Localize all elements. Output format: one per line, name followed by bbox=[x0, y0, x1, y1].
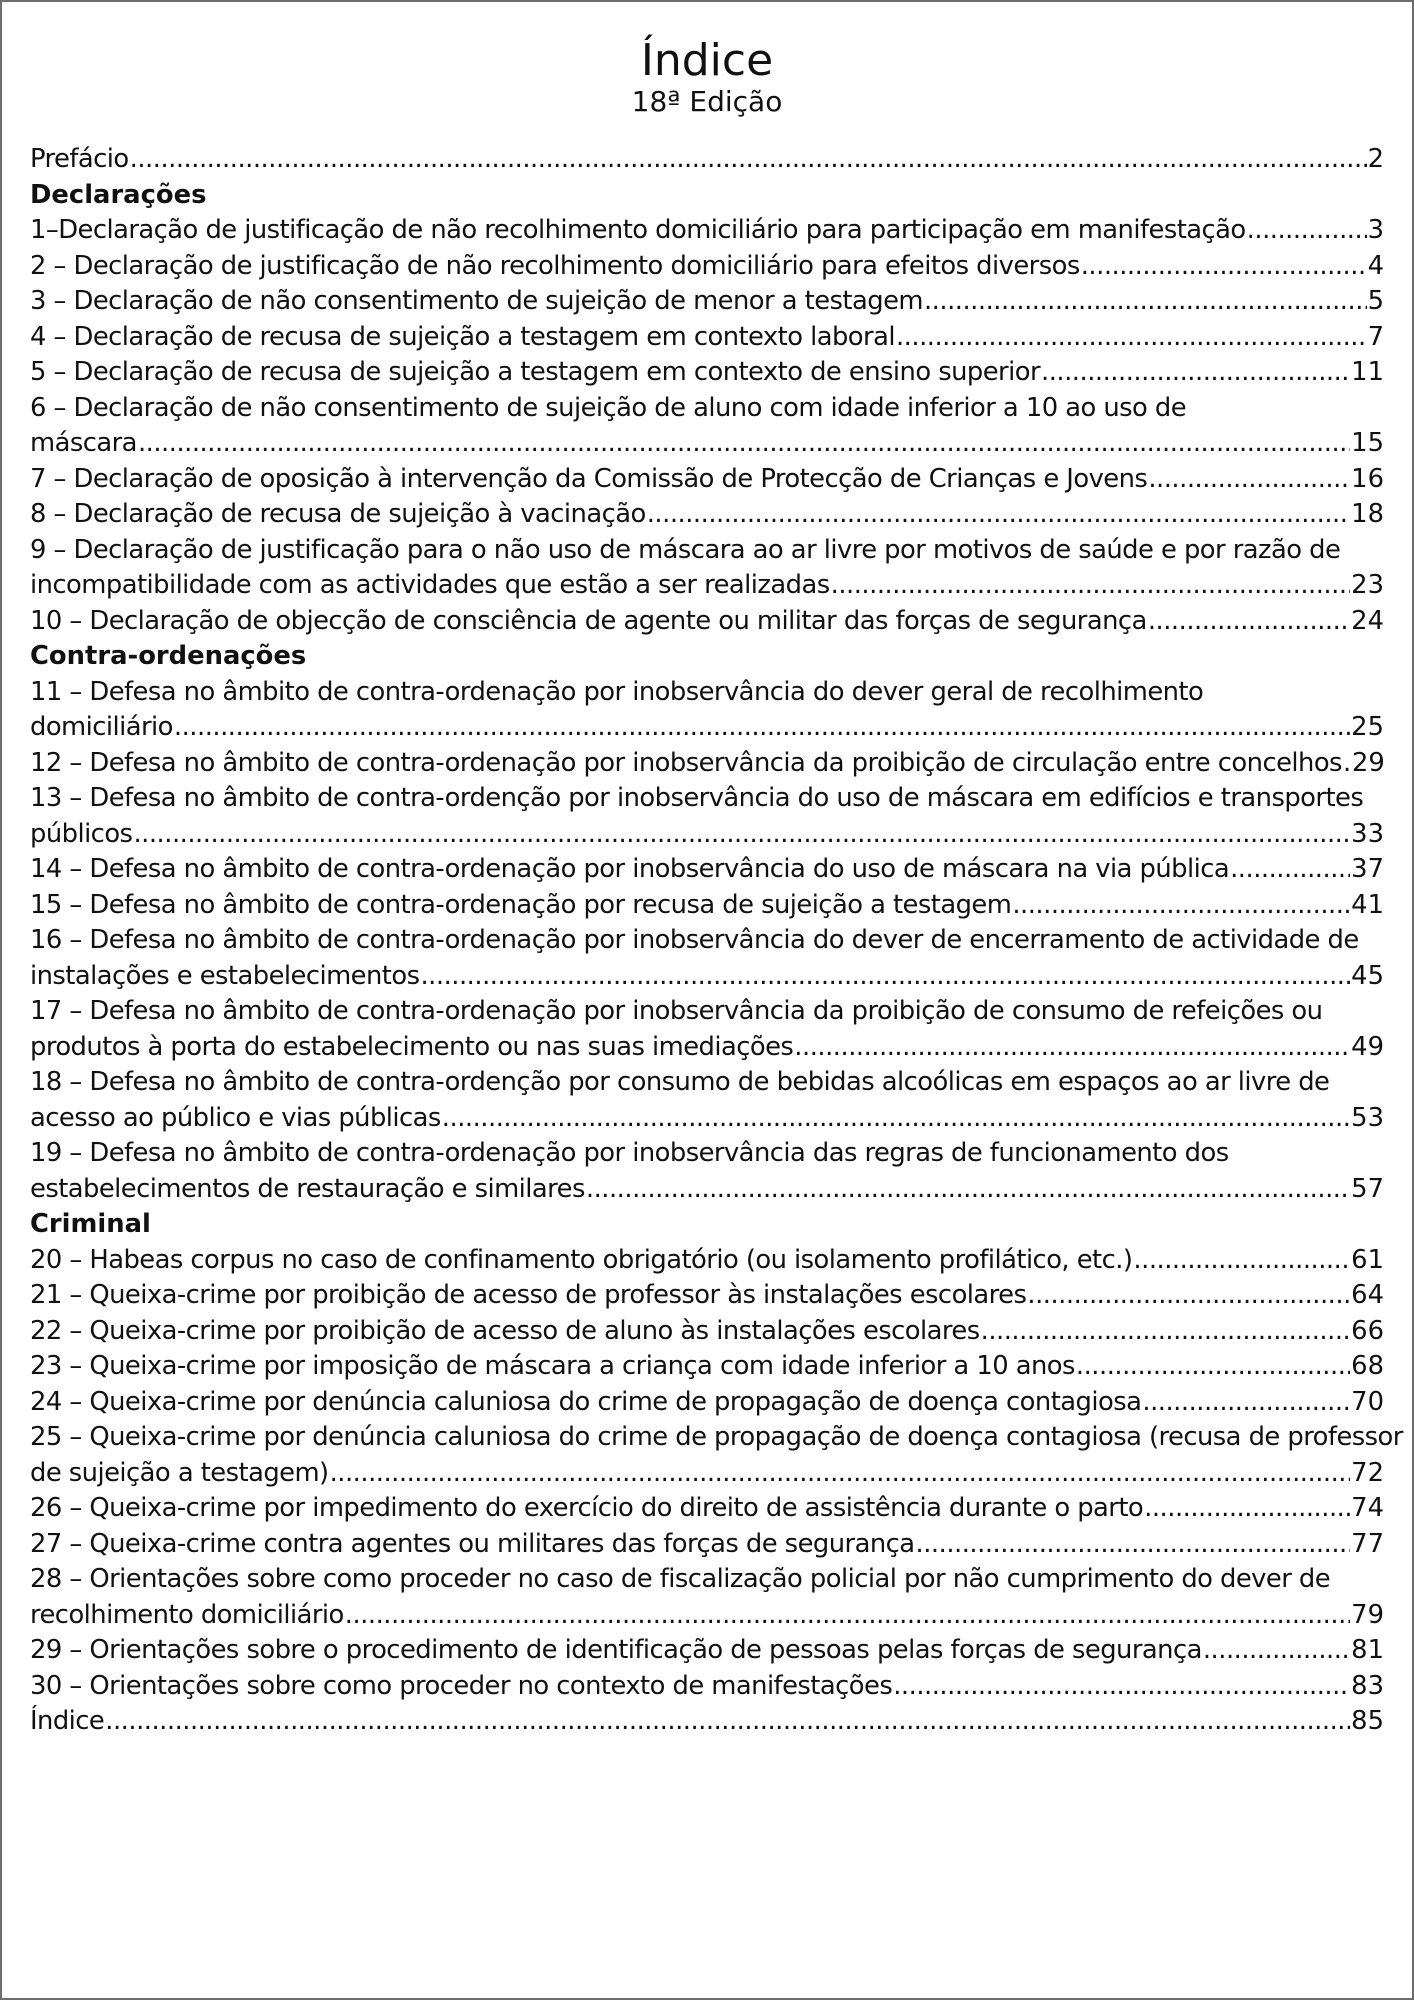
toc-page-number: 64 bbox=[1351, 1280, 1384, 1310]
toc-entry-text: incompatibilidade com as actividades que estão a ser realizadas bbox=[30, 570, 830, 600]
toc-entry[interactable] bbox=[30, 284, 1386, 320]
toc-entry[interactable] bbox=[30, 888, 1386, 924]
toc-entry[interactable] bbox=[30, 1491, 1386, 1527]
toc-entry[interactable] bbox=[30, 1065, 1386, 1136]
toc-entry[interactable] bbox=[30, 1385, 1386, 1421]
toc-entry-text: públicos bbox=[30, 818, 133, 849]
toc-entry[interactable] bbox=[30, 1243, 1386, 1279]
toc-page-number: 7 bbox=[1367, 321, 1384, 352]
dot-leader bbox=[794, 1030, 1350, 1066]
toc-entry-text-line: 9 – Declaração de justificação para o não uso de máscara ao ar livre por motivos de saúde e por razão de bbox=[30, 534, 1341, 565]
toc-entry[interactable] bbox=[30, 1633, 1386, 1669]
dot-leader bbox=[831, 568, 1351, 604]
dot-leader bbox=[330, 1456, 1351, 1492]
dot-leader bbox=[1148, 604, 1350, 640]
toc-entry-text: 8 – Declaração de recusa de sujeição à vacinação bbox=[30, 499, 646, 529]
toc-entry-text-line: 6 – Declaração de não consentimento de sujeição de aluno com idade inferior a 10 ao uso de bbox=[30, 392, 1187, 423]
dot-leader bbox=[1203, 1633, 1350, 1669]
dot-leader bbox=[586, 1172, 1350, 1208]
toc-entry-text: 2 – Declaração de justificação de não recolhimento domiciliário para efeitos diversos bbox=[30, 250, 1080, 281]
toc-entry-text: 15 – Defesa no âmbito de contra-ordenação por recusa de sujeição a testagem bbox=[30, 889, 1012, 920]
toc-entry-text-line: 19 – Defesa no âmbito de contra-ordenação por inobservância das regras de funcionamento dos bbox=[30, 1138, 1229, 1168]
toc-page-number: 66 bbox=[1351, 1315, 1384, 1346]
dot-leader bbox=[981, 1314, 1351, 1350]
toc-page-number: 2 bbox=[1367, 144, 1384, 174]
dot-leader bbox=[1012, 888, 1350, 924]
toc-entry-text: estabelecimentos de restauração e similares bbox=[30, 1173, 585, 1204]
toc-page-number: 37 bbox=[1351, 854, 1384, 884]
toc-list-criminal bbox=[30, 1243, 1403, 1705]
toc-entry[interactable] bbox=[30, 533, 1386, 604]
section-heading-criminal: Criminal bbox=[30, 1209, 151, 1239]
dot-leader bbox=[130, 142, 1367, 178]
toc-entry-preface[interactable] bbox=[30, 142, 1386, 178]
dot-leader bbox=[647, 497, 1350, 533]
dot-leader bbox=[420, 959, 1350, 995]
toc-page-number: 81 bbox=[1351, 1635, 1384, 1665]
toc-entry[interactable] bbox=[30, 249, 1386, 285]
toc-entry-text: 5 – Declaração de recusa de sujeição a testagem em contexto de ensino superior bbox=[30, 357, 1040, 387]
toc-page-number: 70 bbox=[1351, 1386, 1384, 1417]
dot-leader bbox=[1144, 1491, 1350, 1527]
toc-entry-index[interactable] bbox=[30, 1704, 1386, 1740]
dot-leader bbox=[1247, 213, 1367, 249]
toc-page-number: 24 bbox=[1351, 605, 1384, 636]
toc-page-number: 23 bbox=[1351, 570, 1384, 600]
toc-page-number: 57 bbox=[1351, 1173, 1384, 1204]
dot-leader bbox=[345, 1598, 1350, 1634]
dot-leader bbox=[924, 284, 1367, 320]
toc-page-number: 68 bbox=[1351, 1351, 1384, 1381]
dot-leader bbox=[174, 710, 1350, 746]
toc-entry-text-line: 11 – Defesa no âmbito de contra-ordenação por inobservância do dever geral de recolhimento bbox=[30, 676, 1204, 707]
toc-entry-text: 3 – Declaração de não consentimento de sujeição de menor a testagem bbox=[30, 286, 923, 316]
dot-leader bbox=[442, 1101, 1350, 1137]
toc-page-number: 61 bbox=[1351, 1244, 1384, 1275]
toc-entry-text-line: 25 – Queixa-crime por denúncia caluniosa do crime de propagação de doença contagiosa (recusa de professor bbox=[30, 1422, 1403, 1452]
dot-leader bbox=[1133, 1243, 1350, 1279]
toc-entry-text: 14 – Defesa no âmbito de contra-ordenação por inobservância do uso de máscara na via pública bbox=[30, 854, 1230, 884]
page-title: Índice bbox=[640, 35, 774, 86]
toc-entry-text: 26 – Queixa-crime por impedimento do exercício do direito de assistência durante o parto bbox=[30, 1493, 1144, 1523]
toc-entry-text-line: 16 – Defesa no âmbito de contra-ordenação por inobservância do dever de encerramento de actividade de bbox=[30, 925, 1359, 955]
toc-entry[interactable] bbox=[30, 1278, 1386, 1314]
toc-entry-text: 12 – Defesa no âmbito de contra-ordenação por inobservância da proibição de circulação entre concelhos bbox=[30, 747, 1342, 778]
toc-entry-text: máscara bbox=[30, 428, 137, 458]
toc-entry[interactable] bbox=[30, 497, 1386, 533]
toc-page-number: 85 bbox=[1351, 1706, 1384, 1736]
toc-entry[interactable] bbox=[30, 1349, 1386, 1385]
toc-entry-text: 1–Declaração de justificação de não recolhimento domiciliário para participação em manifestação bbox=[30, 215, 1246, 245]
toc-page-number: 3 bbox=[1367, 215, 1384, 245]
toc-page-number: 15 bbox=[1351, 428, 1384, 458]
page-subtitle: 18ª Edição bbox=[631, 85, 783, 118]
toc-list-contraordenacoes bbox=[30, 675, 1386, 1208]
toc-entry[interactable] bbox=[30, 1314, 1386, 1350]
toc-entry-text: domiciliário bbox=[30, 712, 173, 742]
toc-entry[interactable] bbox=[30, 923, 1386, 994]
toc-entry-text: 29 – Orientações sobre o procedimento de identificação de pessoas pelas forças de segurança bbox=[30, 1635, 1202, 1665]
toc-list-declaracoes bbox=[30, 213, 1386, 639]
toc-page-number: 83 bbox=[1351, 1670, 1384, 1701]
toc-entry[interactable] bbox=[30, 1527, 1386, 1563]
toc-entry[interactable] bbox=[30, 852, 1386, 888]
toc-entry-text: Prefácio bbox=[30, 144, 129, 174]
toc-entry-text: 27 – Queixa-crime contra agentes ou militares das forças de segurança bbox=[30, 1528, 915, 1559]
toc-page-number: 33 bbox=[1351, 818, 1384, 849]
toc-page-number: 29 bbox=[1351, 747, 1385, 778]
toc-entry-text: 4 – Declaração de recusa de sujeição a testagem em contexto laboral bbox=[30, 321, 895, 352]
toc-entry-text: produtos à porta do estabelecimento ou nas suas imediações bbox=[30, 1031, 794, 1062]
toc-entry-text: recolhimento domiciliário bbox=[30, 1599, 344, 1630]
toc-entry-text-line: 18 – Defesa no âmbito de contra-ordenção por consumo de bebidas alcoólicas em espaços ao ar livre de bbox=[30, 1067, 1330, 1097]
toc-entry[interactable] bbox=[30, 1562, 1386, 1633]
toc-entry[interactable] bbox=[30, 1136, 1386, 1207]
dot-leader bbox=[1041, 355, 1350, 391]
toc-entry-text: 10 – Declaração de objecção de consciência de agente ou militar das forças de segurança bbox=[30, 605, 1147, 636]
toc-entry[interactable] bbox=[30, 355, 1386, 391]
dot-leader bbox=[1142, 1385, 1350, 1421]
toc-page-number: 45 bbox=[1351, 960, 1384, 991]
dot-leader bbox=[105, 1704, 1350, 1740]
dot-leader bbox=[1081, 249, 1367, 285]
toc-page-number: 16 bbox=[1351, 463, 1384, 494]
toc-page-number: 25 bbox=[1351, 712, 1384, 742]
dot-leader bbox=[893, 1669, 1350, 1705]
toc-entry[interactable] bbox=[30, 320, 1386, 356]
dot-leader bbox=[1027, 1278, 1350, 1314]
toc-entry[interactable] bbox=[30, 604, 1386, 640]
toc-entry-text: Índice bbox=[30, 1706, 105, 1736]
dot-leader bbox=[138, 426, 1350, 462]
toc-entry-text: 7 – Declaração de oposição à intervenção da Comissão de Protecção de Crianças e Jovens bbox=[30, 463, 1148, 494]
toc-entry-text-line: 13 – Defesa no âmbito de contra-ordenção por inobservância do uso de máscara em edifícios e transportes bbox=[30, 783, 1364, 813]
dot-leader bbox=[1076, 1349, 1350, 1385]
toc-entry[interactable] bbox=[30, 675, 1386, 746]
toc-page-number: 41 bbox=[1351, 889, 1384, 920]
toc-entry[interactable] bbox=[30, 781, 1386, 852]
toc-entry-text: instalações e estabelecimentos bbox=[30, 960, 420, 991]
toc-page-number: 77 bbox=[1351, 1528, 1384, 1559]
toc-entry-text: 20 – Habeas corpus no caso de confinamento obrigatório (ou isolamento profilático, etc.) bbox=[30, 1244, 1133, 1275]
toc-entry[interactable] bbox=[30, 1420, 1403, 1491]
dot-leader bbox=[133, 817, 1350, 853]
toc-entry-text: 22 – Queixa-crime por proibição de acesso de aluno às instalações escolares bbox=[30, 1315, 980, 1346]
dot-leader bbox=[1148, 462, 1350, 498]
dot-leader bbox=[1343, 746, 1351, 782]
toc-entry[interactable] bbox=[30, 994, 1386, 1065]
toc-page-number: 11 bbox=[1351, 357, 1384, 387]
section-heading-declaracoes: Declarações bbox=[30, 179, 207, 210]
toc-entry-text: de sujeição a testagem) bbox=[30, 1457, 329, 1488]
table-of-contents bbox=[30, 142, 1403, 1740]
toc-entry[interactable] bbox=[30, 1669, 1386, 1705]
toc-entry[interactable] bbox=[30, 462, 1386, 498]
toc-entry-text-line: 17 – Defesa no âmbito de contra-ordenação por inobservância da proibição de consumo de refeições ou bbox=[30, 996, 1323, 1026]
section-heading-contraordenacoes: Contra-ordenações bbox=[30, 641, 307, 671]
toc-page-number: 53 bbox=[1351, 1102, 1384, 1133]
dot-leader bbox=[896, 320, 1367, 356]
toc-page-number: 5 bbox=[1367, 286, 1384, 316]
toc-entry-text-line: 28 – Orientações sobre como proceder no caso de fiscalização policial por não cumprimento do dever de bbox=[30, 1564, 1331, 1594]
toc-page-number: 79 bbox=[1351, 1599, 1384, 1630]
toc-entry[interactable] bbox=[30, 391, 1386, 462]
dot-leader bbox=[1230, 852, 1350, 888]
toc-entry[interactable] bbox=[30, 746, 1386, 782]
dot-leader bbox=[916, 1527, 1351, 1563]
toc-entry-text: acesso ao público e vias públicas bbox=[30, 1102, 441, 1133]
toc-page-number: 4 bbox=[1367, 250, 1384, 281]
toc-entry-text: 21 – Queixa-crime por proibição de acesso de professor às instalações escolares bbox=[30, 1280, 1027, 1310]
toc-page-number: 18 bbox=[1351, 499, 1384, 529]
toc-page-number: 72 bbox=[1351, 1457, 1384, 1488]
toc-entry[interactable] bbox=[30, 213, 1386, 249]
toc-page-number: 74 bbox=[1351, 1493, 1384, 1523]
toc-entry-text: 24 – Queixa-crime por denúncia caluniosa do crime de propagação de doença contagiosa bbox=[30, 1386, 1142, 1417]
toc-entry-text: 30 – Orientações sobre como proceder no contexto de manifestações bbox=[30, 1670, 893, 1701]
toc-page-number: 49 bbox=[1351, 1031, 1384, 1062]
toc-entry-text: 23 – Queixa-crime por imposição de máscara a criança com idade inferior a 10 anos bbox=[30, 1351, 1075, 1381]
